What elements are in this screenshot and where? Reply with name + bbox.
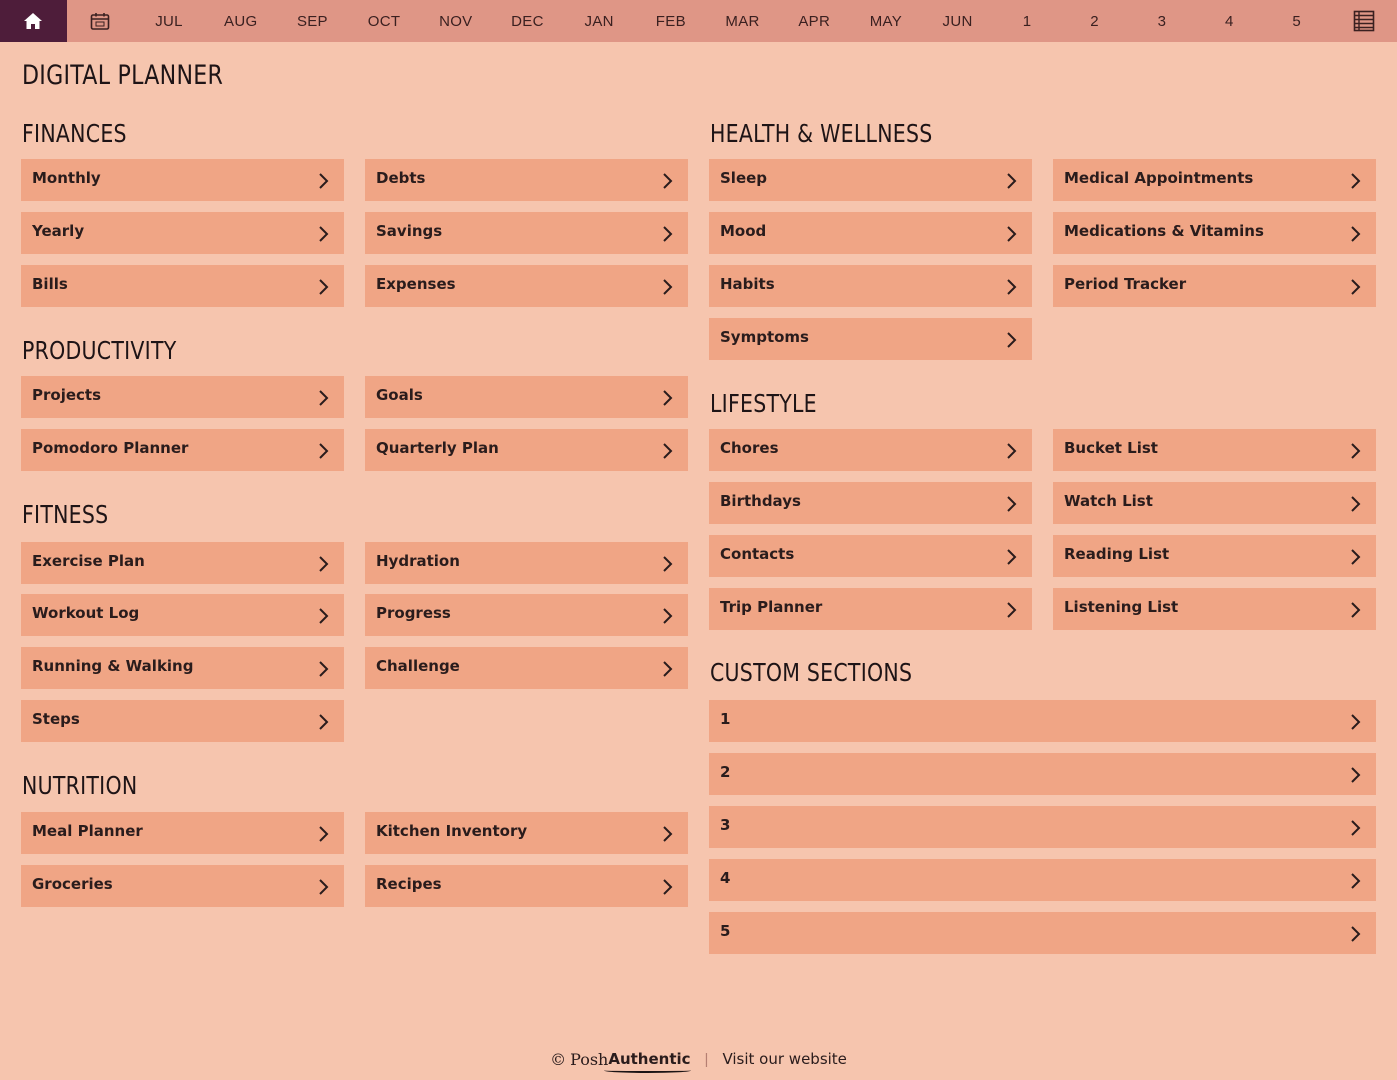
finances-bills-button[interactable] xyxy=(21,265,344,307)
tab-month-oct[interactable]: OCT xyxy=(367,12,401,30)
health-mood-button[interactable] xyxy=(709,212,1032,254)
chevron-right-icon xyxy=(660,660,674,678)
tab-month-apr[interactable]: APR xyxy=(798,12,831,30)
button-label: Medical Appointments xyxy=(1064,169,1254,187)
lifestyle-contacts-button[interactable] xyxy=(709,535,1032,577)
index-button[interactable] xyxy=(1330,0,1397,42)
fitness-steps-button[interactable] xyxy=(21,700,344,742)
chevron-right-icon xyxy=(1004,172,1018,190)
button-label: Contacts xyxy=(720,545,795,563)
chevron-right-icon xyxy=(1348,925,1362,943)
chevron-right-icon xyxy=(1348,601,1362,619)
chevron-right-icon xyxy=(1348,172,1362,190)
finances-debts-button[interactable] xyxy=(365,159,688,201)
chevron-right-icon xyxy=(316,278,330,296)
chevron-right-icon xyxy=(316,389,330,407)
tab-custom-2[interactable]: 2 xyxy=(1090,12,1099,30)
custom-section-3-button[interactable] xyxy=(709,806,1376,848)
button-label: Birthdays xyxy=(720,492,801,510)
chevron-right-icon xyxy=(1348,872,1362,890)
button-label: Workout Log xyxy=(32,604,140,622)
chevron-right-icon xyxy=(1004,601,1018,619)
chevron-right-icon xyxy=(660,278,674,296)
lifestyle-chores-button[interactable] xyxy=(709,429,1032,471)
tab-month-nov[interactable]: NOV xyxy=(439,12,473,30)
fitness-progress-button[interactable] xyxy=(365,594,688,636)
button-label: Goals xyxy=(376,386,423,404)
button-label: Period Tracker xyxy=(1064,275,1187,293)
chevron-right-icon xyxy=(1348,225,1362,243)
calendar-button[interactable] xyxy=(67,0,134,42)
button-label: 5 xyxy=(720,922,731,940)
health-sleep-button[interactable] xyxy=(709,159,1032,201)
lifestyle-watch-list-button[interactable] xyxy=(1053,482,1376,524)
chevron-right-icon xyxy=(316,878,330,896)
chevron-right-icon xyxy=(316,225,330,243)
button-label: Debts xyxy=(376,169,426,187)
chevron-right-icon xyxy=(316,660,330,678)
button-label: Challenge xyxy=(376,657,460,675)
chevron-right-icon xyxy=(316,607,330,625)
chevron-right-icon xyxy=(316,172,330,190)
nutrition-kitchen-inventory-button[interactable] xyxy=(365,812,688,854)
chevron-right-icon xyxy=(660,442,674,460)
lifestyle-bucket-list-button[interactable] xyxy=(1053,429,1376,471)
productivity-quarterly-button[interactable] xyxy=(365,429,688,471)
button-label: Expenses xyxy=(376,275,456,293)
lifestyle-listening-list-button[interactable] xyxy=(1053,588,1376,630)
chevron-right-icon xyxy=(1004,548,1018,566)
chevron-right-icon xyxy=(1348,819,1362,837)
button-label: Exercise Plan xyxy=(32,552,145,570)
section-title-fitness: FITNESS xyxy=(22,500,109,529)
tab-month-feb[interactable]: FEB xyxy=(655,12,686,30)
tab-month-aug[interactable]: AUG xyxy=(224,12,258,30)
health-period-tracker-button[interactable] xyxy=(1053,265,1376,307)
chevron-right-icon xyxy=(660,825,674,843)
finances-savings-button[interactable] xyxy=(365,212,688,254)
custom-section-2-button[interactable] xyxy=(709,753,1376,795)
chevron-right-icon xyxy=(660,172,674,190)
productivity-goals-button[interactable] xyxy=(365,376,688,418)
nutrition-recipes-button[interactable] xyxy=(365,865,688,907)
button-label: Watch List xyxy=(1064,492,1153,510)
chevron-right-icon xyxy=(316,825,330,843)
section-title-custom: CUSTOM SECTIONS xyxy=(710,658,913,687)
button-label: Recipes xyxy=(376,875,442,893)
custom-section-4-button[interactable] xyxy=(709,859,1376,901)
footer-separator: | xyxy=(704,1050,709,1068)
section-title-nutrition: NUTRITION xyxy=(22,771,138,800)
brand-name-part1: Posh xyxy=(570,1049,609,1069)
button-label: Bucket List xyxy=(1064,439,1158,457)
tab-custom-5[interactable]: 5 xyxy=(1292,12,1302,30)
health-symptoms-button[interactable] xyxy=(709,318,1032,360)
health-habits-button[interactable] xyxy=(709,265,1032,307)
section-title-lifestyle: LIFESTYLE xyxy=(710,389,817,418)
chevron-right-icon xyxy=(1004,278,1018,296)
productivity-pomodoro-button[interactable] xyxy=(21,429,344,471)
brand-name-part2: Authentic xyxy=(608,1050,691,1068)
visit-website-link[interactable]: Visit our website xyxy=(722,1050,847,1068)
tab-month-dec[interactable]: DEC xyxy=(511,12,544,30)
tab-month-mar[interactable]: MAR xyxy=(725,12,760,30)
section-title-health: HEALTH & WELLNESS xyxy=(710,119,933,148)
chevron-right-icon xyxy=(1348,548,1362,566)
chevron-right-icon xyxy=(1348,713,1362,731)
button-label: 4 xyxy=(720,869,731,887)
button-label: Progress xyxy=(376,604,451,622)
tab-month-jan[interactable]: JAN xyxy=(584,12,614,30)
button-label: Bills xyxy=(32,275,68,293)
finances-monthly-button[interactable] xyxy=(21,159,344,201)
button-label: Medications & Vitamins xyxy=(1064,222,1264,240)
chevron-right-icon xyxy=(316,713,330,731)
chevron-right-icon xyxy=(660,225,674,243)
chevron-right-icon xyxy=(1348,442,1362,460)
tab-month-jul[interactable]: JUL xyxy=(155,12,183,30)
chevron-right-icon xyxy=(660,878,674,896)
custom-tabs xyxy=(993,0,1330,42)
chevron-right-icon xyxy=(1004,225,1018,243)
button-label: Groceries xyxy=(32,875,113,893)
chevron-right-icon xyxy=(316,555,330,573)
chevron-right-icon xyxy=(1348,495,1362,513)
tab-custom-3[interactable]: 3 xyxy=(1157,12,1167,30)
month-tabs xyxy=(133,0,993,42)
button-label: Chores xyxy=(720,439,779,457)
button-label: Habits xyxy=(720,275,775,293)
button-label: Pomodoro Planner xyxy=(32,439,189,457)
productivity-projects-button[interactable] xyxy=(21,376,344,418)
footer xyxy=(0,1046,1397,1072)
custom-section-5-button[interactable] xyxy=(709,912,1376,954)
button-label: Monthly xyxy=(32,169,101,187)
lifestyle-reading-list-button[interactable] xyxy=(1053,535,1376,577)
tab-month-sep[interactable]: SEP xyxy=(296,12,328,30)
tab-custom-4[interactable]: 4 xyxy=(1224,12,1234,30)
button-label: Meal Planner xyxy=(32,822,143,840)
tab-month-jun[interactable]: JUN xyxy=(942,12,973,30)
nutrition-meal-planner-button[interactable] xyxy=(21,812,344,854)
button-label: 2 xyxy=(720,763,731,781)
button-label: Hydration xyxy=(376,552,460,570)
tab-month-may[interactable]: MAY xyxy=(869,12,903,30)
tab-custom-1[interactable]: 1 xyxy=(1022,12,1032,30)
chevron-right-icon xyxy=(316,442,330,460)
fitness-hydration-button[interactable] xyxy=(365,542,688,584)
button-label: Steps xyxy=(32,710,80,728)
copyright-symbol: © xyxy=(550,1049,567,1069)
chevron-right-icon xyxy=(660,607,674,625)
finances-yearly-button[interactable] xyxy=(21,212,344,254)
button-label: Running & Walking xyxy=(32,657,194,675)
chevron-right-icon xyxy=(660,389,674,407)
chevron-right-icon xyxy=(1004,442,1018,460)
button-label: Kitchen Inventory xyxy=(376,822,528,840)
health-medical-appointments-button[interactable] xyxy=(1053,159,1376,201)
button-label: Sleep xyxy=(720,169,768,187)
button-label: Yearly xyxy=(32,222,85,240)
button-label: 3 xyxy=(720,816,731,834)
fitness-workout-log-button[interactable] xyxy=(21,594,344,636)
fitness-exercise-plan-button[interactable] xyxy=(21,542,344,584)
finances-expenses-button[interactable] xyxy=(365,265,688,307)
button-label: Mood xyxy=(720,222,767,240)
chevron-right-icon xyxy=(660,555,674,573)
custom-section-1-button[interactable] xyxy=(709,700,1376,742)
calendar-icon xyxy=(90,12,110,30)
section-title-finances: FINANCES xyxy=(22,119,127,148)
fitness-running-walking-button[interactable] xyxy=(21,647,344,689)
lifestyle-trip-planner-button[interactable] xyxy=(709,588,1032,630)
chevron-right-icon xyxy=(1348,766,1362,784)
button-label: Reading List xyxy=(1064,545,1170,563)
health-medications-button[interactable] xyxy=(1053,212,1376,254)
home-icon xyxy=(23,12,43,30)
button-label: Quarterly Plan xyxy=(376,439,499,457)
section-title-productivity: PRODUCTIVITY xyxy=(22,336,177,365)
button-label: Trip Planner xyxy=(720,598,823,616)
chevron-right-icon xyxy=(1348,278,1362,296)
home-button[interactable] xyxy=(0,0,67,42)
button-label: Listening List xyxy=(1064,598,1179,616)
button-label: Savings xyxy=(376,222,443,240)
button-label: Projects xyxy=(32,386,102,404)
top-navigation xyxy=(0,0,1397,42)
button-label: 1 xyxy=(720,710,731,728)
chevron-right-icon xyxy=(1004,495,1018,513)
button-label: Symptoms xyxy=(720,328,809,346)
fitness-challenge-button[interactable] xyxy=(365,647,688,689)
nutrition-groceries-button[interactable] xyxy=(21,865,344,907)
page-title: DIGITAL PLANNER xyxy=(22,60,224,91)
list-icon xyxy=(1353,10,1375,32)
lifestyle-birthdays-button[interactable] xyxy=(709,482,1032,524)
chevron-right-icon xyxy=(1004,331,1018,349)
